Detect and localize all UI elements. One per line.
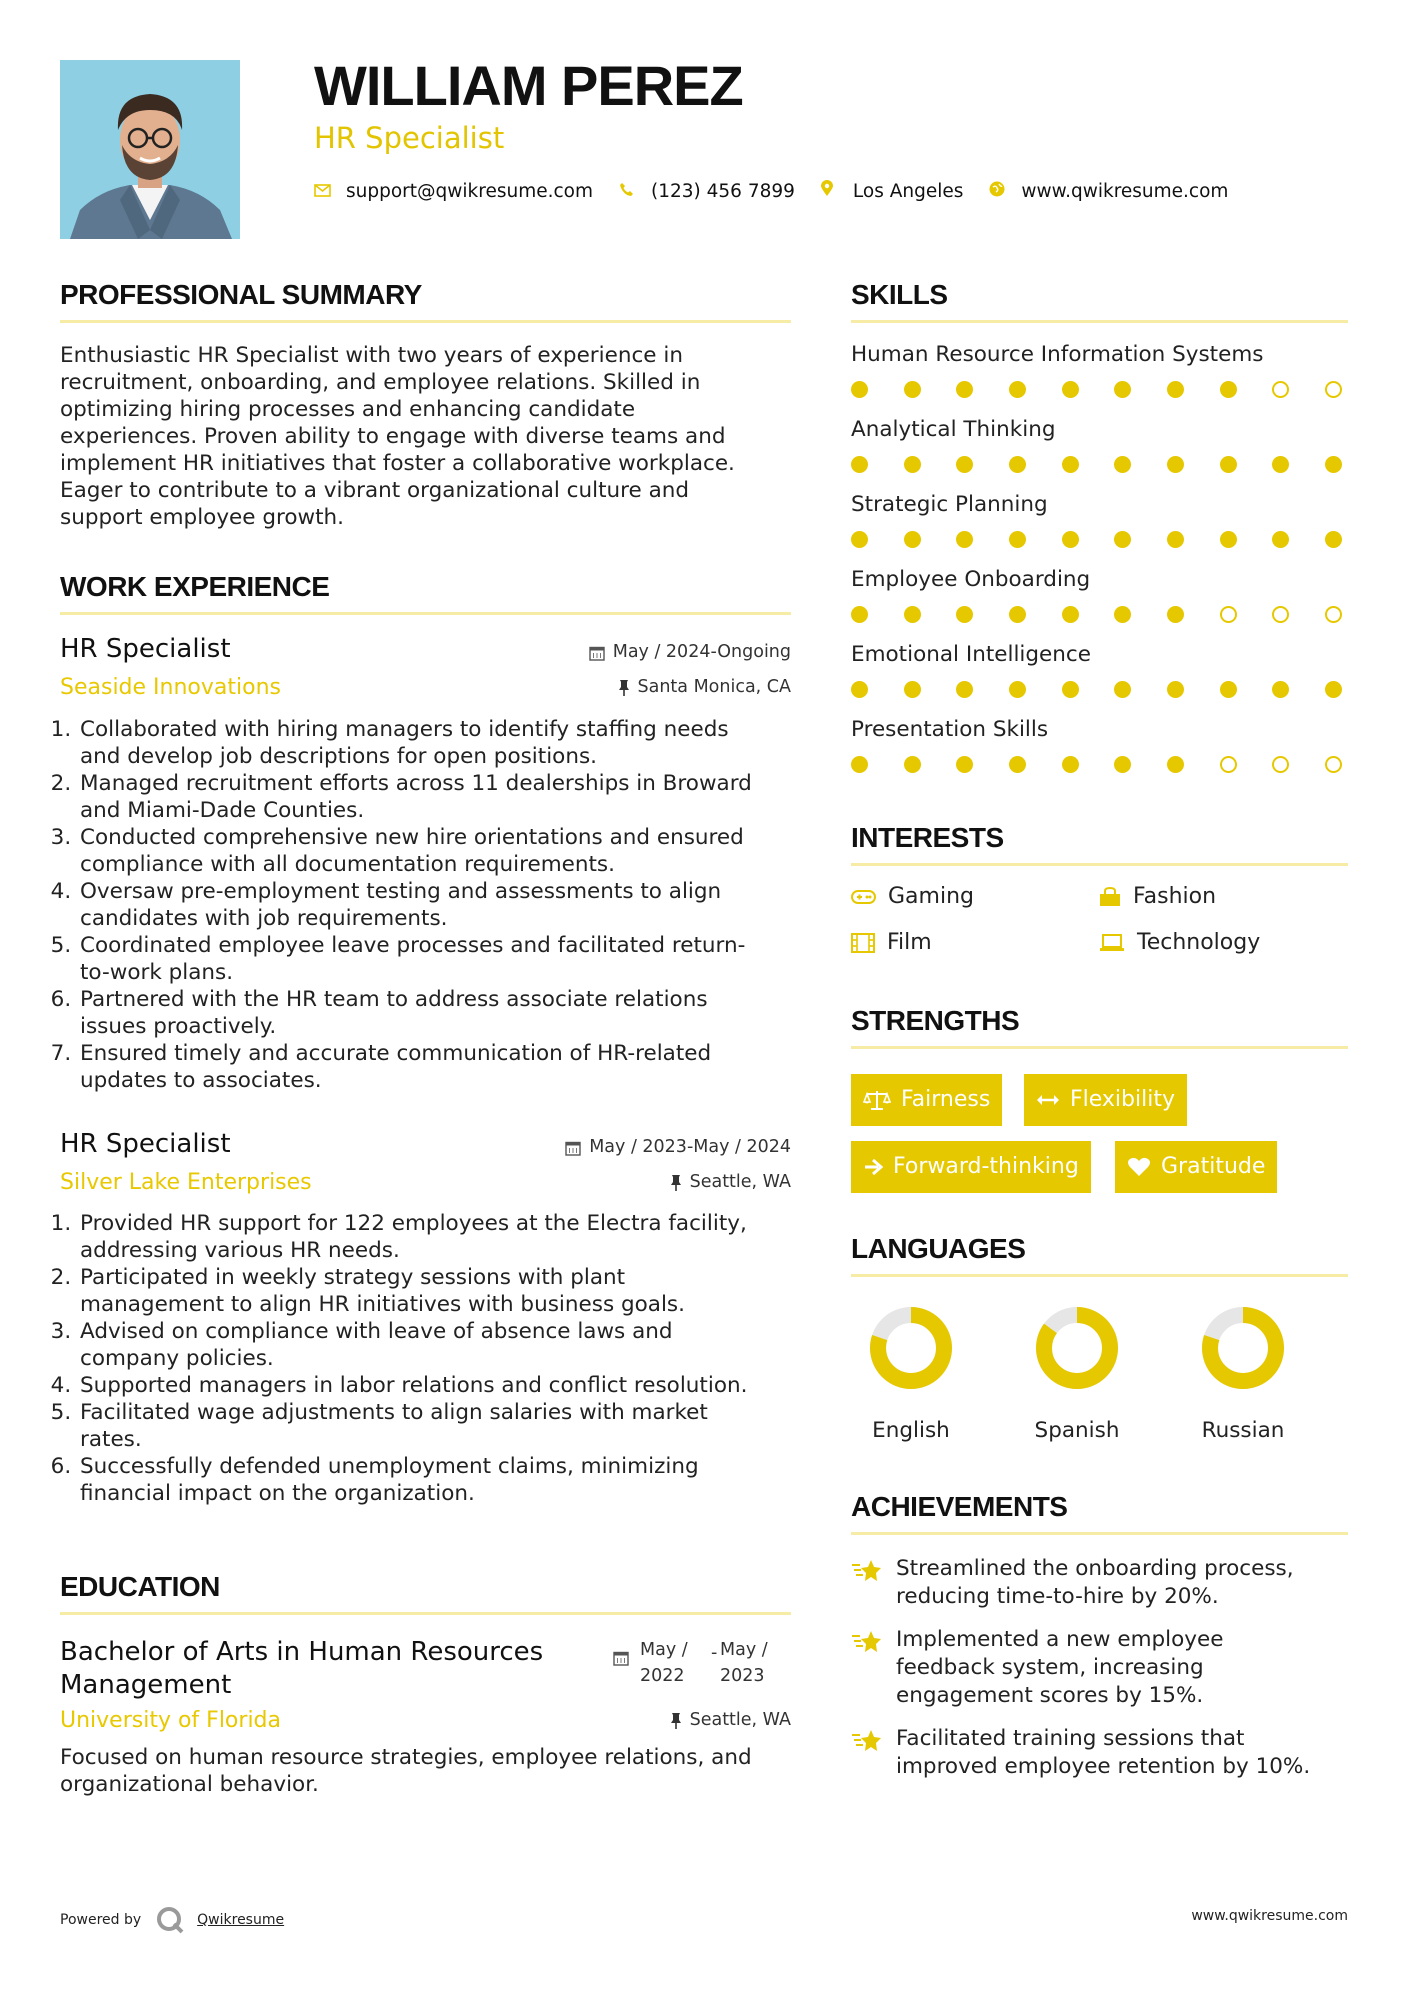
- strength-tag: Fairness: [851, 1074, 1002, 1126]
- achievements-divider: [851, 1532, 1348, 1535]
- rating-dot: [1325, 456, 1342, 473]
- rating-dot: [851, 756, 868, 773]
- rating-dot: [1114, 681, 1131, 698]
- rating-dot: [1272, 456, 1289, 473]
- footer-brand-link[interactable]: Qwikresume: [197, 1912, 285, 1928]
- rating-dot: [1009, 531, 1026, 548]
- rating-dot: [1114, 531, 1131, 548]
- job-location: Seattle, WA: [670, 1174, 791, 1192]
- qwikresume-logo-icon: [155, 1905, 185, 1935]
- skill-item: [851, 419, 1342, 473]
- star-icon: [851, 1556, 883, 1588]
- heart-icon: [1127, 1157, 1151, 1177]
- rating-dot: [1325, 381, 1342, 398]
- strength-tag: Forward-thinking: [851, 1141, 1091, 1193]
- strength-tag: Flexibility: [1024, 1074, 1187, 1126]
- job-dates: May / 2023-May / 2024: [565, 1139, 791, 1157]
- star-icon: [851, 1627, 883, 1659]
- rating-dot: [1062, 456, 1079, 473]
- rating-dot: [1325, 531, 1342, 548]
- rating-dot: [1167, 606, 1184, 623]
- shopping-bag-icon: [1099, 887, 1121, 907]
- rating-dot: [1220, 456, 1237, 473]
- calendar-icon: [589, 645, 605, 661]
- language-name: English: [872, 1418, 950, 1443]
- skill-rating: [851, 681, 1342, 698]
- skill-name: Presentation Skills: [851, 717, 1049, 742]
- skill-item: [851, 644, 1342, 698]
- languages-heading: LANGUAGES: [851, 1233, 1026, 1264]
- education-heading: EDUCATION: [60, 1571, 220, 1602]
- rating-dot: [1062, 606, 1079, 623]
- rating-dot: [1167, 756, 1184, 773]
- education-description: Focused on human resource strategies, employee relations, and organizational behavior.: [60, 1745, 752, 1797]
- education-divider: [60, 1612, 791, 1615]
- calendar-icon: [565, 1140, 581, 1156]
- rating-dot: [1220, 381, 1237, 398]
- pushpin-icon: [670, 1712, 682, 1730]
- list-item: 6. Successfully defended unemployment claims, minimizing financial impact on the organization.: [78, 1453, 828, 1507]
- rating-dot: [1325, 606, 1342, 623]
- skill-name: Analytical Thinking: [851, 417, 1056, 442]
- rating-dot: [1272, 681, 1289, 698]
- skills-heading: SKILLS: [851, 279, 948, 310]
- skill-name: Employee Onboarding: [851, 567, 1091, 592]
- job-dates: May / 2024-Ongoing: [589, 644, 791, 662]
- footer-website[interactable]: www.qwikresume.com: [1191, 1908, 1348, 1924]
- rating-dot: [1272, 756, 1289, 773]
- list-item: 4. Oversaw pre-employment testing and assessments to align candidates with job requirements.: [78, 878, 828, 932]
- candidate-name: WILLIAM PEREZ: [314, 54, 743, 117]
- skill-name: Human Resource Information Systems: [851, 342, 1264, 367]
- rating-dot: [851, 381, 868, 398]
- gamepad-icon: [851, 889, 876, 905]
- rating-dot: [1272, 606, 1289, 623]
- rating-dot: [956, 756, 973, 773]
- strengths-heading: STRENGTHS: [851, 1005, 1020, 1036]
- skill-name: Strategic Planning: [851, 492, 1048, 517]
- interest-fashion: Fashion: [1099, 886, 1216, 908]
- languages-divider: [851, 1274, 1348, 1277]
- rating-dot: [956, 681, 973, 698]
- rating-dot: [904, 381, 921, 398]
- date-separator: -: [711, 1643, 718, 1663]
- rating-dot: [1009, 606, 1026, 623]
- rating-dot: [956, 531, 973, 548]
- rating-dot: [851, 456, 868, 473]
- list-item: 2. Managed recruitment efforts across 11 dealerships in Broward and Miami-Dade Counties.: [78, 770, 828, 824]
- list-item: 1. Provided HR support for 122 employees at the Electra facility, addressing various HR needs.: [78, 1210, 828, 1264]
- job-location: Santa Monica, CA: [618, 679, 792, 697]
- rating-dot: [956, 606, 973, 623]
- duty-list: [60, 1210, 828, 1507]
- skill-rating: [851, 456, 1342, 473]
- language-ring: [868, 1305, 954, 1391]
- rating-dot: [956, 381, 973, 398]
- rating-dot: [904, 681, 921, 698]
- skill-rating: [851, 381, 1342, 398]
- skill-name: Emotional Intelligence: [851, 642, 1091, 667]
- rating-dot: [1009, 756, 1026, 773]
- list-item: 6. Partnered with the HR team to address associate relations issues proactively.: [78, 986, 828, 1040]
- skill-rating: [851, 606, 1342, 623]
- pushpin-icon: [670, 1174, 682, 1192]
- rating-dot: [1272, 381, 1289, 398]
- list-item: 2. Participated in weekly strategy sessions with plant management to align HR initiatives with business goals.: [78, 1264, 828, 1318]
- rating-dot: [851, 681, 868, 698]
- company-name: Seaside Innovations: [60, 675, 281, 700]
- pushpin-icon: [618, 679, 630, 697]
- skill-rating: [851, 531, 1342, 548]
- duty-list: [60, 716, 828, 1094]
- rating-dot: [904, 456, 921, 473]
- achievement-item: Facilitated training sessions that improved employee retention by 10%.: [896, 1726, 1311, 1779]
- rating-dot: [904, 606, 921, 623]
- list-item: 5. Coordinated employee leave processes and facilitated return- to-work plans.: [78, 932, 828, 986]
- rating-dot: [1062, 681, 1079, 698]
- globe-icon: [989, 181, 1007, 202]
- contact-bar: [314, 180, 1254, 202]
- rating-dot: [1167, 531, 1184, 548]
- rating-dot: [1220, 756, 1237, 773]
- rating-dot: [851, 606, 868, 623]
- language-name: Spanish: [1034, 1418, 1120, 1443]
- arrows-horizontal-icon: [1036, 1093, 1060, 1107]
- rating-dot: [1114, 381, 1131, 398]
- summary-text: Enthusiastic HR Specialist with two years of experience in recruitment, onboarding, and employee relations. Skilled in optimizing hiring processes and enhancing candidate experiences. Proven ability to engage with diverse teams and implement HR initiatives that foster a collaborative workplace. Eager to contribute to a vibrant organizational culture and support employee growth.: [60, 343, 735, 530]
- arrow-right-icon: [863, 1158, 883, 1176]
- interests-divider: [851, 863, 1348, 866]
- interest-gaming: Gaming: [851, 886, 974, 908]
- map-marker-icon: [821, 180, 839, 202]
- job-title: HR Specialist: [60, 634, 231, 664]
- rating-dot: [1325, 756, 1342, 773]
- calendar-icon: [613, 1650, 629, 1670]
- rating-dot: [1114, 756, 1131, 773]
- list-item: 4. Supported managers in labor relations and conflict resolution.: [78, 1372, 828, 1399]
- skill-item: [851, 344, 1342, 398]
- contact-email[interactable]: support@qwikresume.com: [346, 180, 593, 202]
- rating-dot: [1009, 681, 1026, 698]
- language-name: Russian: [1201, 1418, 1285, 1443]
- rating-dot: [1220, 681, 1237, 698]
- language-ring: [1200, 1305, 1286, 1391]
- rating-dot: [1167, 381, 1184, 398]
- rating-dot: [1062, 756, 1079, 773]
- rating-dot: [851, 531, 868, 548]
- languages-list: [851, 1305, 1348, 1445]
- skill-item: [851, 719, 1342, 773]
- contact-website[interactable]: www.qwikresume.com: [1021, 180, 1229, 202]
- interests-heading: INTERESTS: [851, 822, 1004, 853]
- profile-photo: [60, 60, 240, 239]
- contact-location: Los Angeles: [852, 180, 964, 202]
- strength-tag: Gratitude: [1115, 1141, 1277, 1193]
- list-item: 3. Advised on compliance with leave of absence laws and company policies.: [78, 1318, 828, 1372]
- skill-item: [851, 494, 1342, 548]
- interest-technology: Technology: [1099, 932, 1260, 954]
- list-item: 1. Collaborated with hiring managers to identify staffing needs and develop job descriptions for open positions.: [78, 716, 828, 770]
- rating-dot: [904, 531, 921, 548]
- skill-rating: [851, 756, 1342, 773]
- strengths-divider: [851, 1046, 1348, 1049]
- envelope-icon: [314, 181, 332, 202]
- film-icon: [851, 933, 875, 953]
- list-item: 3. Conducted comprehensive new hire orientations and ensured compliance with all documentation requirements.: [78, 824, 828, 878]
- candidate-role: HR Specialist: [314, 121, 505, 155]
- achievements-heading: ACHIEVEMENTS: [851, 1491, 1068, 1522]
- rating-dot: [1009, 381, 1026, 398]
- rating-dot: [1009, 456, 1026, 473]
- education-start-date: May / 2022: [640, 1640, 688, 1686]
- rating-dot: [1114, 456, 1131, 473]
- experience-divider: [60, 612, 791, 615]
- rating-dot: [1220, 606, 1237, 623]
- achievement-item: Streamlined the onboarding process, reducing time-to-hire by 20%.: [896, 1556, 1294, 1609]
- star-icon: [851, 1726, 883, 1758]
- rating-dot: [1325, 681, 1342, 698]
- education-end-date: May / 2023: [720, 1640, 768, 1686]
- summary-heading: PROFESSIONAL SUMMARY: [60, 279, 422, 310]
- rating-dot: [1062, 381, 1079, 398]
- list-item: 5. Facilitated wage adjustments to align salaries with market rates.: [78, 1399, 828, 1453]
- footer-powered-by: Powered by Qwikresume: [60, 1905, 284, 1935]
- rating-dot: [1167, 456, 1184, 473]
- rating-dot: [904, 756, 921, 773]
- laptop-icon: [1099, 934, 1125, 952]
- rating-dot: [1167, 681, 1184, 698]
- language-ring: [1034, 1305, 1120, 1391]
- rating-dot: [1272, 531, 1289, 548]
- school-name: University of Florida: [60, 1708, 281, 1733]
- list-item: 7. Ensured timely and accurate communication of HR-related updates to associates.: [78, 1040, 828, 1094]
- education-location: Seattle, WA: [670, 1712, 791, 1730]
- rating-dot: [1114, 606, 1131, 623]
- balance-scale-icon: [863, 1089, 891, 1111]
- job-title: HR Specialist: [60, 1129, 231, 1159]
- achievement-item: Implemented a new employee feedback system, increasing engagement scores by 15%.: [896, 1627, 1224, 1708]
- skill-item: [851, 569, 1342, 623]
- company-name: Silver Lake Enterprises: [60, 1170, 312, 1195]
- skills-divider: [851, 320, 1348, 323]
- interest-film: Film: [851, 932, 932, 954]
- summary-divider: [60, 320, 791, 323]
- rating-dot: [1062, 531, 1079, 548]
- experience-heading: WORK EXPERIENCE: [60, 571, 330, 602]
- contact-phone[interactable]: (123) 456 7899: [651, 180, 795, 202]
- rating-dot: [1220, 531, 1237, 548]
- degree-title: Bachelor of Arts in Human Resources Management: [60, 1637, 544, 1700]
- rating-dot: [956, 456, 973, 473]
- phone-icon: [619, 181, 637, 202]
